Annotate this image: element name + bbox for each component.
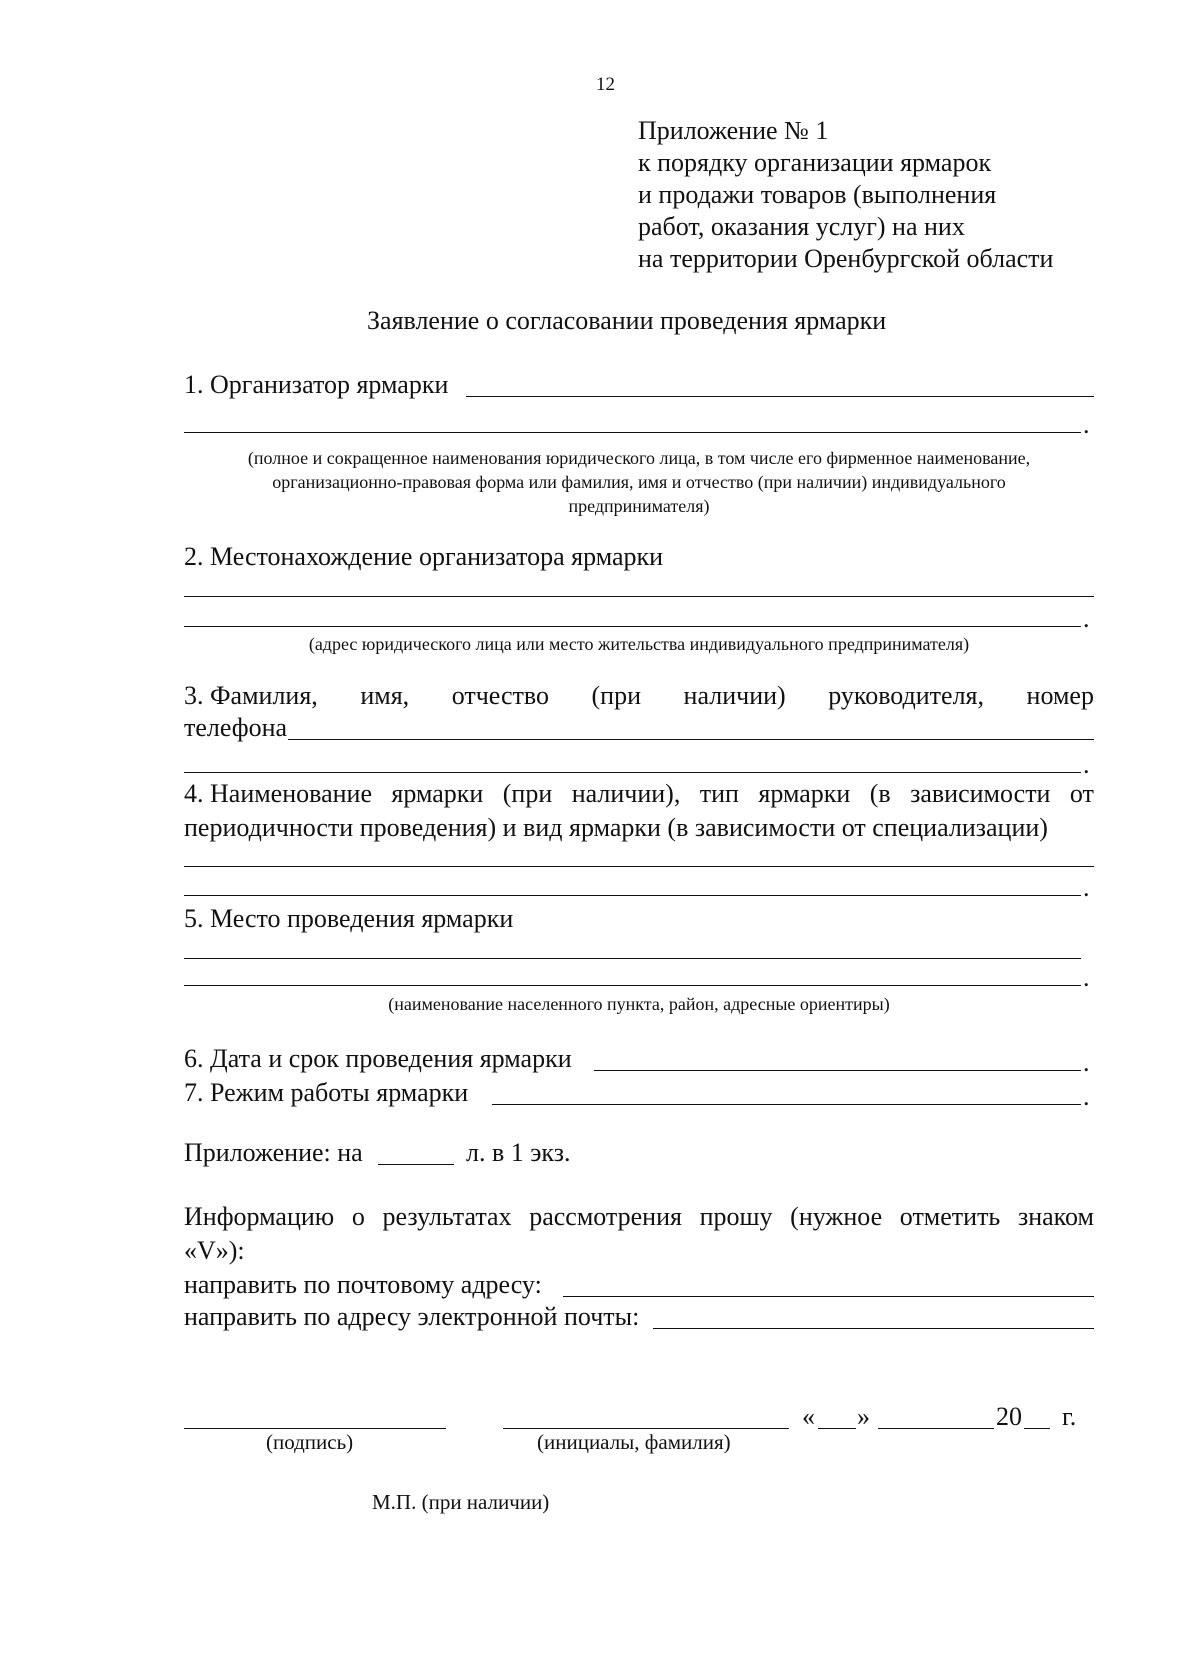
page-number: 12 [596,74,615,95]
postal-address-field[interactable] [563,1296,1094,1297]
item5-field-line-1[interactable] [184,958,1081,959]
item3-line-1 [184,681,1094,711]
item3-word: 3. Фамилия, [184,681,318,710]
date-year-suffix: г. [1062,1402,1077,1431]
date-close-quote: » [857,1402,870,1431]
attachment-suffix: л. в 1 экз. [466,1138,571,1167]
item4-field-line-2[interactable] [184,895,1081,896]
info-word: рассмотрения [529,1202,682,1231]
item1-hint-3: предпринимателя) [568,496,710,516]
date-open-quote: « [802,1402,815,1431]
item4-word: (при [502,779,553,808]
item6-field-line[interactable] [594,1070,1081,1071]
attachment-pages-field[interactable] [378,1164,454,1165]
item3-word: (при [591,681,642,710]
info-word: отметить [899,1202,1001,1231]
item4-word: 4. Наименование [184,779,372,808]
item6-end-dot: . [1083,1048,1090,1077]
name-field[interactable] [503,1428,789,1429]
item1-end-dot: . [1083,410,1090,439]
item1-field-line-2[interactable] [184,432,1081,433]
signature-field[interactable] [184,1428,446,1429]
signature-hint: (подпись) [266,1430,354,1454]
document-title: Заявление о согласовании проведения ярмарки [367,306,887,335]
date-day-field[interactable] [818,1428,856,1429]
appendix-line-5: на территории Оренбургской области [638,244,1054,273]
appendix-line-4: работ, оказания услуг) на них [638,212,965,241]
item4-word: (в [869,779,891,808]
item5-hint: (наименование населенного пункта, район, адресные ориентиры) [388,994,890,1014]
item4-word: ярмарки [758,779,851,808]
item1-hint-2: организационно-правовая форма или фамилия, имя и отчество (при наличии) индивидуального [272,472,1006,492]
item4-line-1 [184,779,1094,809]
appendix-line-3: и продажи товаров (выполнения [638,180,997,209]
item2-field-line-1[interactable] [184,596,1094,597]
appendix-line-2: к порядку организации ярмарок [638,148,992,177]
item4-field-line-1[interactable] [184,866,1094,867]
info-word: прошу [699,1202,773,1231]
email-address-field[interactable] [653,1328,1094,1329]
item5-end-dot: . [1083,963,1090,992]
item3-word: руководителя, [828,681,985,710]
date-month-field[interactable] [878,1428,994,1429]
item3-word: имя, [360,681,410,710]
item4-word: тип [699,779,739,808]
info-word: знаком [1017,1202,1094,1231]
date-year-prefix: 20 [996,1402,1022,1431]
date-year-field[interactable] [1024,1428,1050,1429]
item2-hint: (адрес юридического лица или место жительства индивидуального предпринимателя) [308,634,970,654]
item4-word: от [1069,779,1094,808]
item1-field-line-1[interactable] [466,396,1094,397]
email-option-label: направить по адресу электронной почты: [184,1302,640,1331]
item2-field-line-2[interactable] [184,626,1081,627]
info-line-2: «V»): [184,1236,245,1265]
item1-hint-1: (полное и сокращенное наименования юридического лица, в том числе его фирменное наименование, [247,448,1031,468]
item7-end-dot: . [1083,1082,1090,1111]
item1-label: 1. Организатор ярмарки [184,370,449,399]
info-word: Информацию [184,1202,335,1231]
stamp-note: М.П. (при наличии) [372,1490,550,1514]
info-word: (нужное [790,1202,883,1231]
item3-word: отчество [451,681,549,710]
item2-label: 2. Местонахождение организатора ярмарки [184,542,664,571]
item3-word: номер [1026,681,1094,710]
item3-field-line-2[interactable] [184,772,1081,773]
item5-field-line-2[interactable] [184,985,1081,986]
item5-label: 5. Место проведения ярмарки [184,904,514,933]
item3-word: наличии) [683,681,786,710]
name-hint: (инициалы, фамилия) [537,1430,731,1454]
item3-field-line-1[interactable] [288,739,1094,740]
item6-label: 6. Дата и срок проведения ярмарки [184,1044,572,1073]
item4-word: зависимости [910,779,1051,808]
info-line-1 [184,1202,1094,1232]
item3-end-dot: . [1083,750,1090,779]
postal-option-label: направить по почтовому адресу: [184,1270,542,1299]
attachment-prefix: Приложение: на [184,1138,363,1167]
item3-phone-label: телефона [184,713,288,742]
item2-end-dot: . [1083,604,1090,633]
item4-end-dot: . [1083,873,1090,902]
info-word: о [351,1202,365,1231]
appendix-line-1: Приложение № 1 [638,116,829,145]
item7-label: 7. Режим работы ярмарки [184,1078,469,1107]
item4-word: наличии), [571,779,681,808]
item4-word: ярмарки [391,779,484,808]
info-word: результатах [382,1202,512,1231]
item7-field-line[interactable] [492,1104,1081,1105]
item4-line-2: периодичности проведения) и вид ярмарки (в зависимости от специализации) [184,813,1048,842]
